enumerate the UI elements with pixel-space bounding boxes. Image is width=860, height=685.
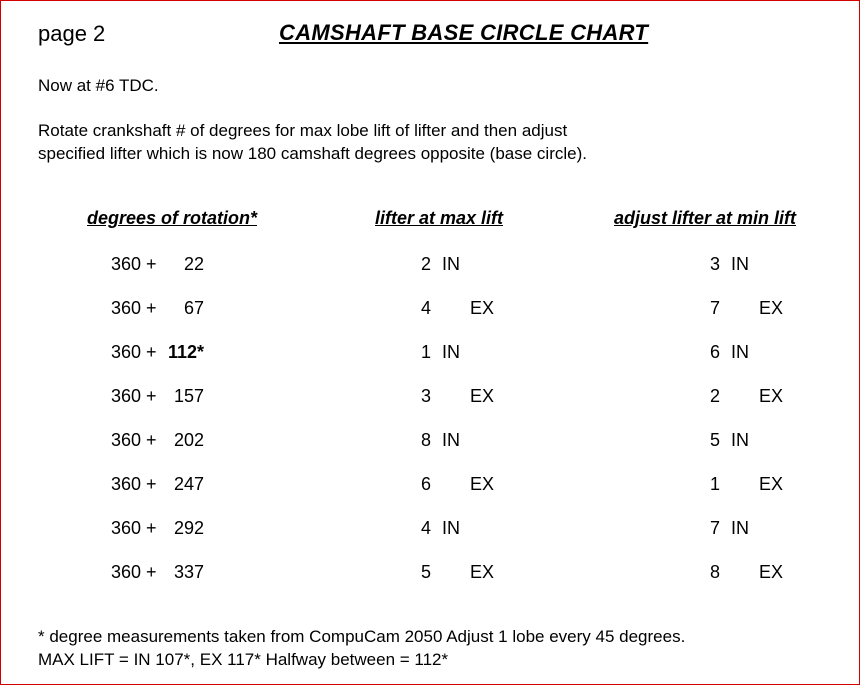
- column-header-min-lift: adjust lifter at min lift: [614, 208, 797, 228]
- instruction-line-2: specified lifter which is now 180 camshaft degrees opposite (base circle).: [38, 144, 587, 163]
- max-lift-number: 8: [421, 430, 432, 450]
- min-lift-type: EX: [759, 562, 784, 582]
- max-lift-number: 1: [421, 342, 432, 362]
- degrees-value: 202: [173, 430, 204, 450]
- min-lift-type: IN: [731, 430, 749, 450]
- max-lift-type: IN: [442, 254, 460, 274]
- column-header-max-lift: lifter at max lift: [375, 208, 504, 228]
- degrees-value: 337: [173, 562, 204, 582]
- degrees-value: 247: [173, 474, 204, 494]
- footnote-line-2: MAX LIFT = IN 107*, EX 117* Halfway between = 112*: [38, 650, 449, 669]
- max-lift-number: 4: [421, 518, 432, 538]
- degrees-base: 360 +: [111, 430, 157, 450]
- degrees-value: 22: [183, 254, 204, 274]
- degrees-value: 67: [183, 298, 204, 318]
- max-lift-type: IN: [442, 430, 460, 450]
- degrees-base: 360 +: [111, 474, 157, 494]
- degrees-value: 157: [173, 386, 204, 406]
- degrees-value: 292: [173, 518, 204, 538]
- min-lift-type: IN: [731, 342, 749, 362]
- max-lift-type: EX: [470, 298, 495, 318]
- degrees-value: 112*: [167, 342, 204, 362]
- instruction-line-1: Rotate crankshaft # of degrees for max lobe lift of lifter and then adjust: [38, 121, 568, 140]
- min-lift-number: 7: [710, 518, 721, 538]
- min-lift-number: 5: [710, 430, 721, 450]
- status-line: Now at #6 TDC.: [38, 76, 159, 95]
- degrees-base: 360 +: [111, 562, 157, 582]
- degrees-base: 360 +: [111, 342, 157, 362]
- min-lift-type: IN: [731, 518, 749, 538]
- min-lift-number: 8: [710, 562, 721, 582]
- min-lift-number: 6: [710, 342, 721, 362]
- footnote-line-1: * degree measurements taken from CompuCam 2050 Adjust 1 lobe every 45 degrees.: [38, 627, 686, 646]
- max-lift-type: EX: [470, 474, 495, 494]
- degrees-base: 360 +: [111, 254, 157, 274]
- max-lift-type: IN: [442, 342, 460, 362]
- degrees-base: 360 +: [111, 518, 157, 538]
- degrees-base: 360 +: [111, 386, 157, 406]
- max-lift-type: EX: [470, 562, 495, 582]
- min-lift-type: EX: [759, 474, 784, 494]
- degrees-base: 360 +: [111, 298, 157, 318]
- max-lift-number: 3: [421, 386, 432, 406]
- max-lift-number: 2: [421, 254, 432, 274]
- max-lift-number: 6: [421, 474, 432, 494]
- min-lift-type: EX: [759, 386, 784, 406]
- min-lift-type: IN: [731, 254, 749, 274]
- min-lift-number: 1: [710, 474, 721, 494]
- min-lift-number: 2: [710, 386, 721, 406]
- max-lift-type: EX: [470, 386, 495, 406]
- max-lift-number: 4: [421, 298, 432, 318]
- page-title: CAMSHAFT BASE CIRCLE CHART: [279, 20, 649, 45]
- max-lift-type: IN: [442, 518, 460, 538]
- min-lift-number: 3: [710, 254, 721, 274]
- min-lift-type: EX: [759, 298, 784, 318]
- column-header-degrees: degrees of rotation*: [87, 208, 258, 228]
- min-lift-number: 7: [710, 298, 721, 318]
- max-lift-number: 5: [421, 562, 432, 582]
- page-number: page 2: [38, 21, 106, 46]
